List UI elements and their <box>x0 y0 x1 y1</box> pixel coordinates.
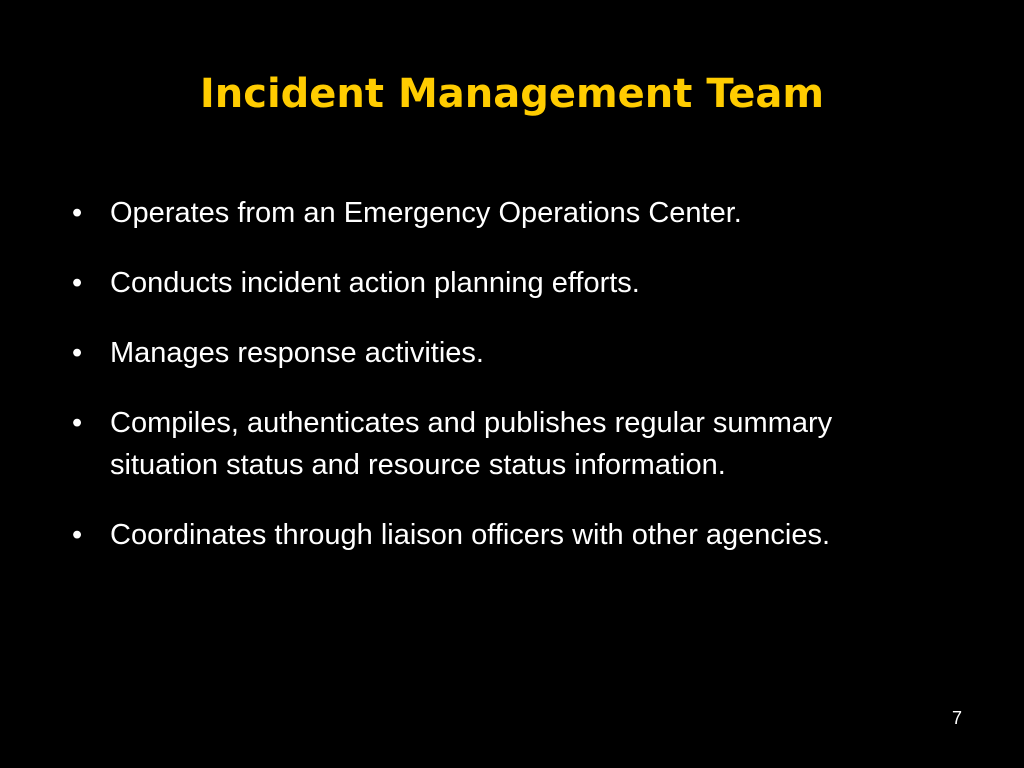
bullet-marker: • <box>72 337 83 369</box>
bullet-marker: • <box>72 407 83 439</box>
slide-title: Incident Management Team <box>199 71 825 117</box>
bullet-marker: • <box>72 519 83 551</box>
bullet-text: Compiles, authenticates and publishes regular summary situation status and resource status information. <box>110 407 833 481</box>
bullet-item <box>72 332 972 374</box>
bullet-text: Coordinates through liaison officers with other agencies. <box>110 519 831 551</box>
bullet-text: Manages response activities. <box>110 337 484 369</box>
bullet-item <box>72 402 850 486</box>
bullet-marker: • <box>72 267 83 299</box>
bullet-item <box>72 262 972 304</box>
bullet-marker: • <box>72 197 83 229</box>
bullet-item <box>72 192 972 234</box>
page-number: 7 <box>951 708 962 728</box>
bullet-item <box>72 514 972 556</box>
bullet-text: Operates from an Emergency Operations Center. <box>110 197 742 229</box>
bullet-text: Conducts incident action planning efforts. <box>110 267 640 299</box>
bullet-list <box>72 192 972 584</box>
